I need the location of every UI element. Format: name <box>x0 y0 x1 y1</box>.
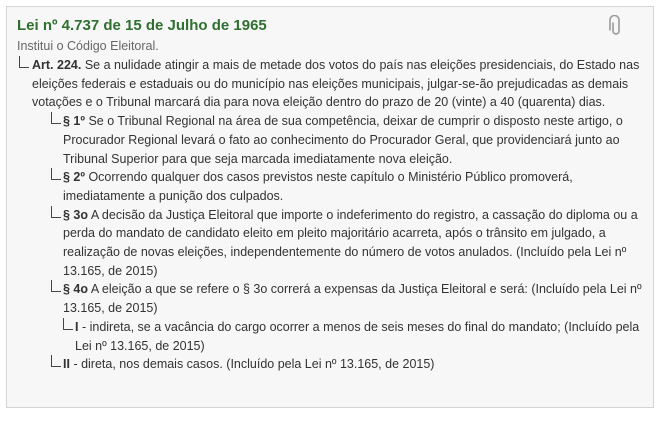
paragraph-text: A eleição a que se refere o § 3o correrá a expensas da Justiça Eleitoral e será: (Incluído pela Lei nº 13.165, de 2015) <box>63 282 642 316</box>
paragraph-3 <box>17 206 643 281</box>
tree-connector <box>51 168 61 180</box>
paragraph-text: Se o Tribunal Regional na área de sua competência, deixar de cumprir o disposto neste artigo, o Procurador Regional levará o fato ao conhecimento do Procurador Geral, que providenciará junto ao Tribunal Superior para que seja marcada imediatamente nova eleição. <box>63 114 623 166</box>
paragraph-2 <box>17 168 643 205</box>
item-ii <box>17 355 643 374</box>
tree-connector <box>63 318 73 330</box>
paragraph-text: Ocorrendo qualquer dos casos previstos neste capítulo o Ministério Público promoverá, imediatamente a punição dos culpados. <box>63 170 573 203</box>
law-title[interactable]: Lei nº 4.737 de 15 de Julho de 1965 <box>17 17 267 34</box>
tree-connector <box>51 206 61 218</box>
item-label: I <box>75 319 79 334</box>
tree-connector <box>51 112 61 124</box>
tree-connector <box>51 280 61 292</box>
paragraph-label: § 3o <box>63 207 89 222</box>
paragraph-label: § 1º <box>63 114 85 129</box>
tree-connector <box>19 56 29 68</box>
item-text: - direta, nos demais casos. (Incluído pela Lei nº 13.165, de 2015) <box>73 357 435 372</box>
paragraph-4 <box>17 280 643 317</box>
legal-text-card <box>6 6 654 408</box>
paperclip-icon[interactable] <box>609 15 623 37</box>
paragraph-text: A decisão da Justiça Eleitoral que importe o indeferimento do registro, a cassação do diploma ou a perda do mandato de candidato eleito em pleito majoritário acarreta, após o trânsito em julgado, a realização de novas eleições, independentemente do número de votos anulados. (Incluído pela Lei nº 13.165, de 2015) <box>63 207 638 278</box>
tree-connector <box>51 355 61 367</box>
article-text: Se a nulidade atingir a mais de metade dos votos do país nas eleições presidenciais, do Estado nas eleições federais e estaduais ou do município nas eleições municipais, julgar-se-ão prejudicadas as demais votações e o Tribunal marcará dia para nova eleição dentro do prazo de 20 (vinte) a 40 (quarenta) dias. <box>32 58 640 110</box>
article-224 <box>17 56 643 112</box>
item-i <box>17 318 643 355</box>
paragraph-label: § 4o <box>63 282 89 297</box>
paragraph-1 <box>17 112 643 168</box>
article-label: Art. 224. <box>32 58 82 72</box>
item-label: II <box>63 357 70 372</box>
paragraph-label: § 2º <box>63 170 85 185</box>
law-subtitle: Institui o Código Eleitoral. <box>17 39 159 53</box>
item-text: - indireta, se a vacância do cargo ocorrer a menos de seis meses do final do mandato; (Incluído pela Lei nº 13.165, de 2015) <box>75 319 640 353</box>
